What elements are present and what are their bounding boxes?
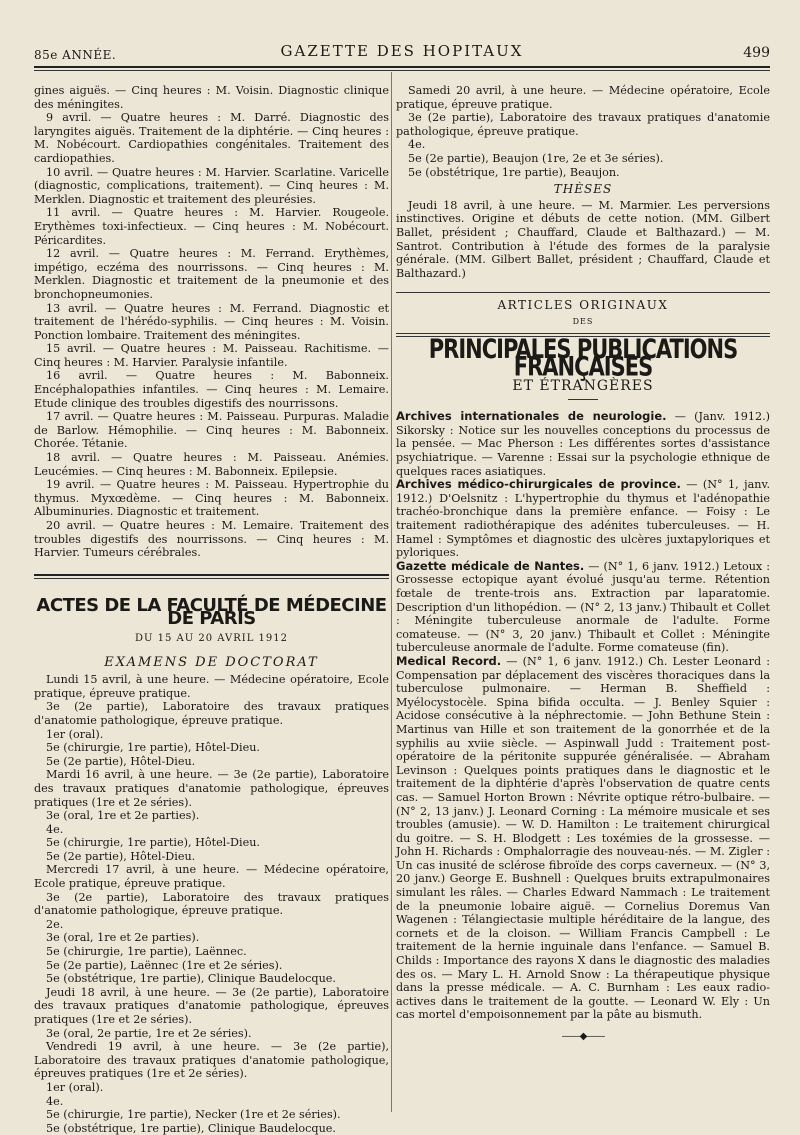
journal-name: Gazette médicale de Nantes. xyxy=(396,558,585,573)
article-entry xyxy=(396,655,770,1022)
theses-text: Jeudi 18 avril, à une heure. — M. Marmier. Les perversions instinctives. Origine et débuts de cette notion. (MM. Gilbert Ballet, président ; Chauffard, Claude et Balthazard.) — M. Santrot. Contribution à l'étude des formes de la paralysie générale. (MM. Gilbert Ballet, président ; Chauffard, Claude et Balthazard.) xyxy=(396,198,770,280)
exam-list xyxy=(34,673,389,1135)
articles-des: DES xyxy=(572,316,594,326)
article-entry xyxy=(396,478,770,560)
paragraph: 13 avril. — Quatre heures : M. Ferrand. Diagnostic et traitement de l'hérédo-syphilis. — Cinq heures : M. Voisin. Ponction lombaire. Traitement des méningites. xyxy=(34,301,389,342)
paragraph: 18 avril. — Quatre heures : M. Paisseau. Anémies. Leucémies. — Cinq heures : M. Babonneix. Epilepsie. xyxy=(34,451,389,478)
paragraph: Samedi 20 avril, à une heure. — Médecine opératoire, Ecole pratique, épreuve pratique. xyxy=(396,84,770,111)
paragraph: 4e. xyxy=(46,822,64,836)
paragraph: 5e (obstétrique, 1re partie), Clinique Baudelocque. xyxy=(46,1121,336,1135)
paragraph: Lundi 15 avril, à une heure. — Médecine opératoire, Ecole pratique, épreuve pratique. xyxy=(34,673,389,700)
paragraph: 16 avril. — Quatre heures : M. Babonneix. Encéphalopathies infantiles. — Cinq heures : M. Lemaire. Etude clinique des troubles digestifs des nourrissons. xyxy=(34,369,389,410)
article-summary: — (N° 1, 6 janv. 1912.) Letoux : Grossesse ectopique ayant évolué jusqu'au terme. Rétention fœtale de trente-trois ans. Extraction par laparatomie. Description d'un lithopédion. — (N° 2, 13 janv.) Thibault et Collet : Méningite tuberculeuse anormale de l'adulte. Forme comateuse. — (N° 3, 20 janv.) Thibault et Collet : Méningite tuberculeuse anormale de l'adulte. Forme comateuse (fin). xyxy=(396,559,770,655)
paragraph: 11 avril. — Quatre heures : M. Harvier. Rougeole. Erythèmes toxi-infectieux. — Cinq heures : M. Nobécourt. Péricardites. xyxy=(34,206,389,247)
section-rule xyxy=(34,574,389,576)
paragraph: 5e (2e partie), Hôtel-Dieu. xyxy=(46,754,196,768)
publications-heading: PRINCIPALES PUBLICATIONS FRANÇAISES xyxy=(428,333,738,381)
paragraph: 3e (oral, 2e partie, 1re et 2e séries). xyxy=(46,1026,252,1040)
paragraph: Mardi 16 avril, à une heure. — 3e (2e partie), Laboratoire des travaux pratiques d'anatomie pathologique, épreuves pratiques (1re et 2e séries). xyxy=(34,768,389,809)
paragraph: 17 avril. — Quatre heures : M. Paisseau. Purpuras. Maladie de Barlow. Hémophilie. — Cinq heures : M. Babonneix. Chorée. Tétanie. xyxy=(34,410,389,451)
paragraph: 15 avril. — Quatre heures : M. Paisseau. Rachitisme. — Cinq heures : M. Harvier. Paralysie infantile. xyxy=(34,342,389,369)
etrangeres-heading: ET ÉTRANGÈRES xyxy=(512,377,654,394)
paragraph: 1er (oral). xyxy=(46,1080,104,1094)
exam-list-continued xyxy=(396,84,770,179)
article-summary: — (N° 1, 6 janv. 1912.) Ch. Lester Leonard : Compensation par déplacement des viscères thoraciques dans la tuberculose pulmonaire. — Herman B. Sheffield : Myélocystocèle. Spina bifida occulta. — J. Benley Squier : Acidose consécutive à la néphrectomie. — John Bethune Stein : Martinus van Hille et son traitement de la gonorrhée et de la syphilis au xviie siècle. — Aspinwall Judd : Traitement post-opératoire de la péritonite suppurée généralisée. — Abraham Levinson : Quelques points pratiques dans le diagnostic et le traitement de la diphtérie d'après l'observation de quatre cents cas. — Samuel Horton Brown : Névrite optique rétro-bulbaire. — (N° 2, 13 janv.) J. Leonard Corning : La mémoire musicale et ses troubles (amusie). — W. D. Hamilton : Le traitement chirurgical du goitre. — S. H. Blodgett : Les toxémies de la grossesse. — John H. Richards : Omphalorragie des nouveau-nés. — M. Zigler : Un cas inusité de sclérose fibroïde des corps caverneux. — (N° 3, 20 janv.) George E. Bushnell : Quelques bruits extrapulmonaires simulant les râles. — Charles Edward Nammach : Le traitement de la pneumonie lobaire aiguë. — Cornelius Doremus Van Wagenen : Télangiectasie multiple héréditaire de la langue, des cornets et de la cloison. — William Francis Campbell : Le traitement de la hernie inguinale dans l'enfance. — Samuel B. Childs : Importance des rayons X dans le diagnostic des maladies des os. — Mary L. H. Arnold Snow : La thérapeutique physique dans la presse médicale. — A. C. Burnham : Les eaux radio-actives dans le traitement de la goutte. — Leonard W. Ely : Un cas mortel d'empoisonnement par la pâte au bismuth. xyxy=(396,654,770,1022)
articles-title: ARTICLES ORIGINAUX xyxy=(497,298,669,313)
article-entry xyxy=(396,560,770,655)
journal-name: Archives internationales de neurologie. xyxy=(396,409,667,424)
paragraph: 3e (2e partie), Laboratoire des travaux pratiques d'anatomie pathologique, épreuve pratique. xyxy=(396,111,770,138)
left-column xyxy=(34,84,389,1135)
paragraph: 3e (2e partie), Laboratoire des travaux pratiques d'anatomie pathologique, épreuve pratique. xyxy=(34,890,389,918)
paragraph: 5e (2e partie), Hôtel-Dieu. xyxy=(46,849,196,863)
paragraph: 3e (2e partie), Laboratoire des travaux pratiques d'anatomie pathologique, épreuve pratique. xyxy=(34,700,389,727)
paragraph: 10 avril. — Quatre heures : M. Harvier. Scarlatine. Varicelle (diagnostic, complications, traitement). — Cinq heures : M. Merklen. Diagnostic et traitement des pleurésies. xyxy=(34,165,389,206)
volume-label: 85e ANNÉE. xyxy=(34,48,117,62)
article-summary: — (Janv. 1912.) Sikorsky : Notice sur les nouvelles conceptions du processus de la pensée. — Mac Pherson : Les différentes sortes d'assistance psychiatrique. — Varenne : Essai sur la psychologie ethnique de quelques races asiatiques. xyxy=(396,410,770,478)
article-entries xyxy=(396,410,770,1022)
paragraph: gines aiguës. — Cinq heures : M. Voisin. Diagnostic clinique des méningites. xyxy=(34,84,389,111)
paragraph: 20 avril. — Quatre heures : M. Lemaire. Traitement des troubles digestifs des nourrissons. — Cinq heures : M. Harvier. Tumeurs cérébrales. xyxy=(34,519,389,560)
theses-title: THÈSES xyxy=(553,182,613,197)
paragraph: 5e (chirurgie, 1re partie), Necker (1re et 2e séries). xyxy=(46,1108,341,1122)
paragraph: 5e (chirurgie, 1re partie), Hôtel-Dieu. xyxy=(46,741,260,755)
paragraph: 3e (oral, 1re et 2e parties). xyxy=(46,809,200,823)
article-summary: — (N° 1, janv. 1912.) D'Oelsnitz : L'hypertrophie du thymus et l'adénopathie trachéo-bronchique dans la première enfance. — Foisy : Le traitement radiothérapique des adénites tuberculeuses. — H. Hamel : Symptômes et diagnostic des ulcères juxtapyloriques et pyloriques. xyxy=(396,478,770,560)
page-header xyxy=(34,40,770,64)
paragraph: 5e (obstétrique, 1re partie), Clinique Baudelocque. xyxy=(46,972,336,986)
paragraph: 9 avril. — Quatre heures : M. Darré. Diagnostic des laryngites aiguës. Traitement de la diphtérie. — Cinq heures : M. Nobécourt. Cardiopathies congénitales. Traitement des cardiopathies. xyxy=(34,111,389,165)
paragraph: Vendredi 19 avril, à une heure. — 3e (2e partie), Laboratoire des travaux pratiques d'anatomie pathologique, épreuves pratiques (1re et 2e séries). xyxy=(34,1040,389,1081)
journal-name: Medical Record. xyxy=(396,653,502,668)
short-rule xyxy=(568,399,598,400)
paragraph: 2e. xyxy=(46,917,64,931)
paragraph: 1er (oral). xyxy=(46,727,104,741)
paragraph: 3e (oral, 1re et 2e parties). xyxy=(46,931,200,945)
actes-dates: DU 15 AU 20 AVRIL 1912 xyxy=(135,632,288,644)
paragraph: Mercredi 17 avril, à une heure. — Médecine opératoire, Ecole pratique, épreuve pratique. xyxy=(34,863,389,891)
header-rule xyxy=(34,66,770,68)
column-divider xyxy=(391,72,392,1112)
journal-name: Archives médico-chirurgicales de province. xyxy=(396,477,681,492)
lecture-schedule xyxy=(34,84,389,560)
paragraph: Jeudi 18 avril, à une heure. — 3e (2e partie), Laboratoire des travaux pratiques d'anatomie pathologique, épreuves pratiques (1re et 2e séries). xyxy=(34,985,389,1026)
paragraph: 5e (obstétrique, 1re partie), Beaujon. xyxy=(408,165,620,179)
page-number: 499 xyxy=(743,45,770,61)
articles-header-box xyxy=(396,292,770,333)
exam-title: EXAMENS DE DOCTORAT xyxy=(104,654,319,670)
paragraph: 4e. xyxy=(46,1094,64,1108)
paragraph: 12 avril. — Quatre heures : M. Ferrand. Erythèmes, impétigo, eczéma des nourrissons. — Cinq heures : M. Merklen. Diagnostic et traitement de la pneumonie et des bronchopneumonies. xyxy=(34,247,389,301)
journal-title: GAZETTE DES HOPITAUX xyxy=(280,42,524,60)
right-column xyxy=(396,84,770,1044)
paragraph: 5e (2e partie), Beaujon (1re, 2e et 3e séries). xyxy=(408,151,664,165)
section-rule-thin xyxy=(34,578,389,579)
paragraph: 5e (chirurgie, 1re partie), Laënnec. xyxy=(46,945,247,959)
header-rule-thin xyxy=(34,70,770,71)
paragraph: 5e (chirurgie, 1re partie), Hôtel-Dieu. xyxy=(46,836,260,850)
actes-title: ACTES DE LA FACULTÉ DE MÉDECINE DE PARIS xyxy=(36,594,387,630)
paragraph: 5e (2e partie), Laënnec (1re et 2e séries). xyxy=(46,958,283,972)
paragraph: 4e. xyxy=(408,138,426,152)
article-entry xyxy=(396,410,770,478)
paragraph: 19 avril. — Quatre heures : M. Paisseau. Hypertrophie du thymus. Myxœdème. — Cinq heures : M. Babonneix. Albuminuries. Diagnostic et traitement. xyxy=(34,478,389,519)
end-ornament: ——◆—— xyxy=(561,1031,605,1042)
